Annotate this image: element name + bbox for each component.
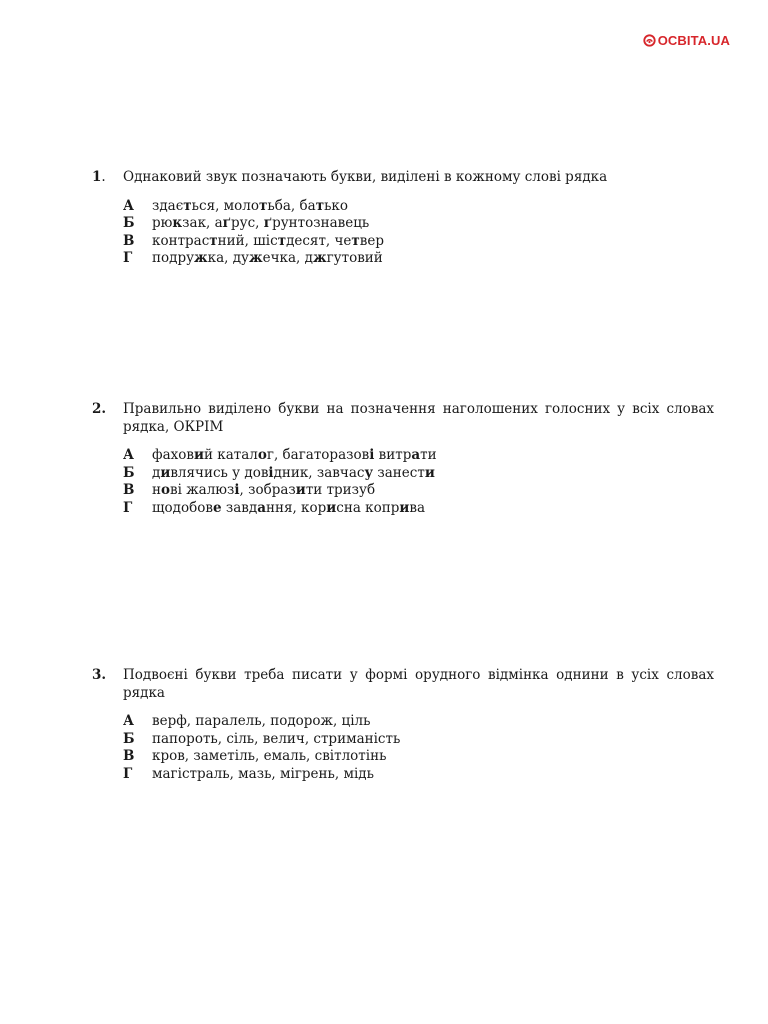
option-text	[152, 766, 374, 784]
option-text-fragment: папороть, сіль, велич, стриманість	[152, 730, 401, 747]
highlighted-letter: і	[234, 482, 240, 498]
highlighted-letter: т	[351, 232, 360, 249]
highlighted-letter: т	[277, 232, 287, 249]
option-text	[152, 465, 435, 483]
option-text-fragment: рус,	[230, 215, 264, 231]
highlighted-letter: ґ	[222, 215, 231, 231]
option-letter: А	[123, 447, 134, 463]
highlighted-letter: ж	[194, 250, 208, 266]
question-text: Подвоєні букви треба писати у формі орудного відмінка однини в усіх словах рядка	[123, 667, 714, 701]
highlighted-letter: і	[268, 464, 274, 481]
option-letter: Б	[123, 464, 135, 481]
option-text	[152, 215, 369, 233]
highlighted-letter: е	[212, 499, 222, 516]
option-text-fragment: завд	[221, 499, 258, 516]
option-text-fragment: ти	[420, 447, 437, 463]
highlighted-letter: и	[295, 482, 306, 498]
option-text-fragment: магістраль, мазь, мігрень, мідь	[152, 765, 374, 782]
option-text-fragment: ві жалюз	[170, 482, 235, 498]
option-text-fragment: н	[152, 482, 161, 498]
answer-option	[123, 766, 714, 784]
option-text	[152, 233, 384, 251]
osvita-logo-icon	[643, 34, 656, 47]
question-text: Правильно виділено букви на позначення наголошених голосних у всіх словах рядка, ОКРІМ	[123, 401, 714, 435]
option-text-fragment: ти тризуб	[305, 482, 376, 498]
question-number: 1.	[92, 169, 106, 185]
highlighted-letter: ж	[312, 250, 327, 266]
option-text-fragment: занест	[373, 464, 425, 481]
highlighted-letter: о	[161, 482, 171, 498]
option-text	[152, 482, 375, 500]
option-text-fragment: контрас	[152, 232, 210, 249]
option-text-fragment: подру	[152, 250, 195, 266]
question-1	[92, 169, 714, 268]
option-text-fragment: г, багаторазов	[266, 447, 370, 463]
highlighted-letter: и	[424, 464, 435, 481]
option-text-fragment: сна копр	[336, 499, 400, 516]
option-text	[152, 731, 400, 749]
answer-option	[123, 447, 714, 465]
option-text	[152, 713, 370, 731]
answer-option	[123, 731, 714, 749]
highlighted-letter: ґ	[263, 215, 273, 231]
option-text-fragment: здає	[152, 197, 184, 214]
option-text-fragment: ечка, д	[262, 250, 313, 266]
highlighted-letter: т	[315, 197, 325, 214]
option-letter: В	[123, 748, 135, 764]
option-letter: Б	[123, 215, 135, 231]
highlighted-letter: ж	[249, 250, 263, 266]
option-text	[152, 250, 383, 268]
option-text-fragment: вер	[359, 232, 385, 249]
option-letter: Г	[123, 250, 133, 266]
option-letter: В	[123, 482, 135, 498]
answer-option	[123, 250, 714, 268]
highlighted-letter: і	[369, 447, 375, 463]
question-2	[92, 401, 714, 517]
highlighted-letter: а	[411, 447, 421, 463]
option-letter: В	[123, 232, 135, 249]
option-text-fragment: рунтознавець	[272, 215, 370, 231]
option-letter: Б	[123, 730, 135, 747]
question-stem	[92, 667, 714, 702]
answer-option	[123, 500, 714, 518]
option-text	[152, 500, 425, 518]
option-text-fragment: дник, завчас	[273, 464, 365, 481]
option-text	[152, 447, 437, 465]
highlighted-letter: и	[326, 499, 337, 516]
highlighted-letter: т	[259, 197, 268, 214]
answer-options	[123, 713, 714, 783]
question-number: 2.	[92, 401, 107, 417]
highlighted-letter: и	[399, 499, 410, 516]
option-text-fragment: ва	[409, 499, 426, 516]
answer-option	[123, 215, 714, 233]
option-letter: Г	[123, 765, 133, 782]
highlighted-letter: и	[160, 464, 171, 481]
answer-option	[123, 233, 714, 251]
answer-option	[123, 482, 714, 500]
highlighted-letter: т	[209, 232, 218, 249]
option-text-fragment: кров, заметіль, емаль, світлотінь	[152, 748, 387, 764]
option-text-fragment: десят, че	[286, 232, 352, 249]
highlighted-letter: и	[193, 447, 204, 463]
option-text-fragment: д	[152, 464, 161, 481]
answer-option	[123, 198, 714, 216]
option-text-fragment: зак, а	[182, 215, 223, 231]
highlighted-letter: т	[183, 197, 192, 214]
highlighted-letter: у	[364, 464, 374, 481]
option-text-fragment: ння, кор	[265, 499, 327, 516]
question-text: Однаковий звук позначають букви, виділені в кожному слові рядка	[123, 169, 608, 185]
option-text-fragment: фахов	[152, 447, 194, 463]
option-text-fragment: рю	[152, 215, 173, 231]
question-stem	[92, 401, 714, 436]
option-text-fragment: й катал	[203, 447, 258, 463]
option-text-fragment: щодобов	[152, 499, 213, 516]
option-text	[152, 748, 386, 766]
highlighted-letter: к	[172, 215, 183, 231]
answer-option	[123, 713, 714, 731]
option-text-fragment: влячись у дов	[170, 464, 269, 481]
option-letter: А	[123, 197, 134, 214]
option-text	[152, 198, 348, 216]
option-text-fragment: ний, шіс	[217, 232, 278, 249]
option-text-fragment: верф, паралель, подорож, ціль	[152, 713, 371, 729]
answer-options	[123, 447, 714, 517]
option-text-fragment: гутовий	[326, 250, 383, 266]
highlighted-letter: о	[257, 447, 267, 463]
answer-option	[123, 748, 714, 766]
osvita-logo[interactable]	[643, 33, 730, 48]
question-number: 3.	[92, 667, 107, 683]
question-stem	[92, 169, 714, 187]
question-3	[92, 667, 714, 783]
option-text-fragment: витр	[374, 447, 412, 463]
option-letter: А	[123, 713, 134, 729]
answer-options	[123, 198, 714, 268]
option-text-fragment: , зобраз	[239, 482, 296, 498]
option-text-fragment: ьба, ба	[267, 197, 316, 214]
highlighted-letter: а	[257, 499, 266, 516]
option-letter: Г	[123, 499, 133, 516]
logo-text: ОСВІТА.UA	[657, 33, 730, 48]
answer-option	[123, 465, 714, 483]
option-text-fragment: ько	[324, 197, 348, 214]
option-text-fragment: ься, моло	[191, 197, 260, 214]
option-text-fragment: ка, ду	[207, 250, 249, 266]
